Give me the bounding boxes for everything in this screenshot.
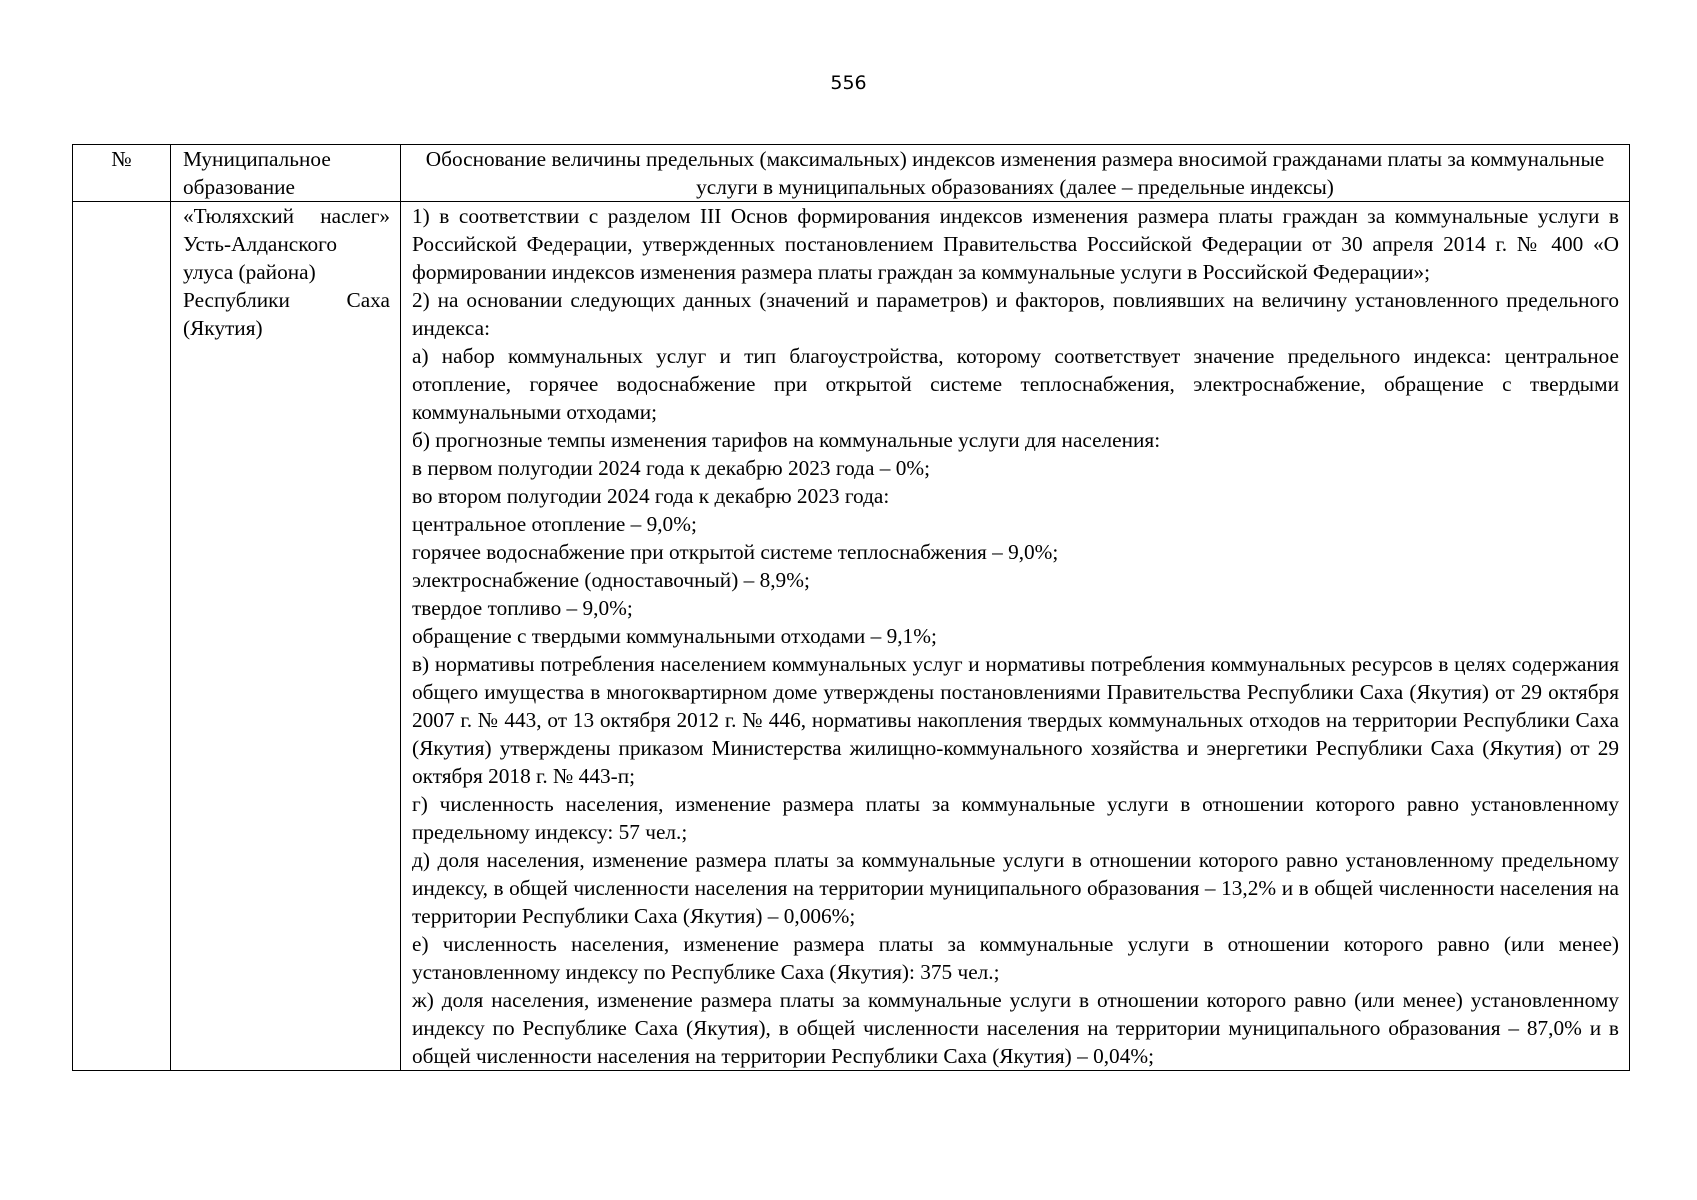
page-number: 556: [830, 72, 867, 94]
basis-paragraph: центральное отопление – 9,0%;: [412, 512, 697, 536]
index-basis-table: [72, 144, 1630, 1071]
basis-paragraph: горячее водоснабжение при открытой системе теплоснабжения – 9,0%;: [412, 540, 1059, 564]
basis-paragraph: обращение с твердыми коммунальными отходами – 9,1%;: [412, 624, 937, 648]
table-row: [73, 202, 1630, 1071]
basis-paragraph: б) прогнозные темпы изменения тарифов на коммунальные услуги для населения:: [412, 428, 1161, 452]
header-municipality: Муниципальное образование: [171, 145, 401, 202]
municipality-region: Республики Саха (Якутия): [183, 288, 390, 340]
basis-paragraph: во втором полугодии 2024 года к декабрю 2023 года:: [412, 484, 890, 508]
basis-paragraph: твердое топливо – 9,0%;: [412, 596, 633, 620]
basis-paragraph: а) набор коммунальных услуг и тип благоустройства, которому соответствует значение предельного индекса: центральное отопление, горячее водоснабжение при открытой системе теплоснабжения, электроснабжение, обращение с твердыми коммунальными отходами;: [412, 344, 1619, 424]
basis-paragraph: 2) на основании следующих данных (значений и параметров) и факторов, повлиявших на величину установленного предельного индекса:: [412, 288, 1619, 340]
municipality-cell: [171, 202, 401, 1071]
basis-paragraph: электроснабжение (одноставочный) – 8,9%;: [412, 568, 810, 592]
row-number-cell: [73, 202, 171, 1071]
basis-paragraph: в) нормативы потребления населением коммунальных услуг и нормативы потребления коммунальных ресурсов в целях содержания общего имущества в многоквартирном доме утверждены постановлениями Правительства Республики Саха (Якутия) от 29 октября 2007 г. № 443, от 13 октября 2012 г. № 446, нормативы накопления твердых коммунальных отходов на территории Республики Саха (Якутия) утверждены приказом Министерства жилищно-коммунального хозяйства и энергетики Республики Саха (Якутия) от 29 октября 2018 г. № 443-п;: [412, 652, 1619, 788]
table-header-row: [73, 145, 1630, 202]
basis-paragraph: е) численность населения, изменение размера платы за коммунальные услуги в отношении которого равно (или менее) установленному индексу по Республике Саха (Якутия): 375 чел.;: [412, 932, 1619, 984]
basis-paragraph: 1) в соответствии с разделом III Основ формирования индексов изменения размера платы граждан за коммунальные услуги в Российской Федерации, утвержденных постановлением Правительства Российской Федерации от 30 апреля 2014 г. № 400 «О формировании индексов изменения размера платы граждан за коммунальные услуги в Российской Федерации»;: [412, 204, 1619, 284]
basis-paragraph: ж) доля населения, изменение размера платы за коммунальные услуги в отношении которого равно (или менее) установленному индексу по Республике Саха (Якутия), в общей численности населения на территории муниципального образования – 87,0% и в общей численности населения на территории Республики Саха (Якутия) – 0,04%;: [412, 988, 1619, 1068]
basis-paragraph: в первом полугодии 2024 года к декабрю 2023 года – 0%;: [412, 456, 931, 480]
basis-paragraph: г) численность населения, изменение размера платы за коммунальные услуги в отношении которого равно установленному предельному индексу: 57 чел.;: [412, 792, 1619, 844]
header-basis: Обоснование величины предельных (максимальных) индексов изменения размера вносимой гражданами платы за коммунальные услуги в муниципальных образованиях (далее – предельные индексы): [401, 145, 1630, 202]
header-number: №: [73, 145, 171, 202]
municipality-name: «Тюляхский наслег» Усть-Алданского улуса (района): [183, 204, 390, 284]
basis-cell: [401, 202, 1630, 1071]
basis-paragraph: д) доля населения, изменение размера платы за коммунальные услуги в отношении которого равно установленному предельному индексу, в общей численности населения на территории муниципального образования – 13,2% и в общей численности населения на территории Республики Саха (Якутия) – 0,006%;: [412, 848, 1619, 928]
